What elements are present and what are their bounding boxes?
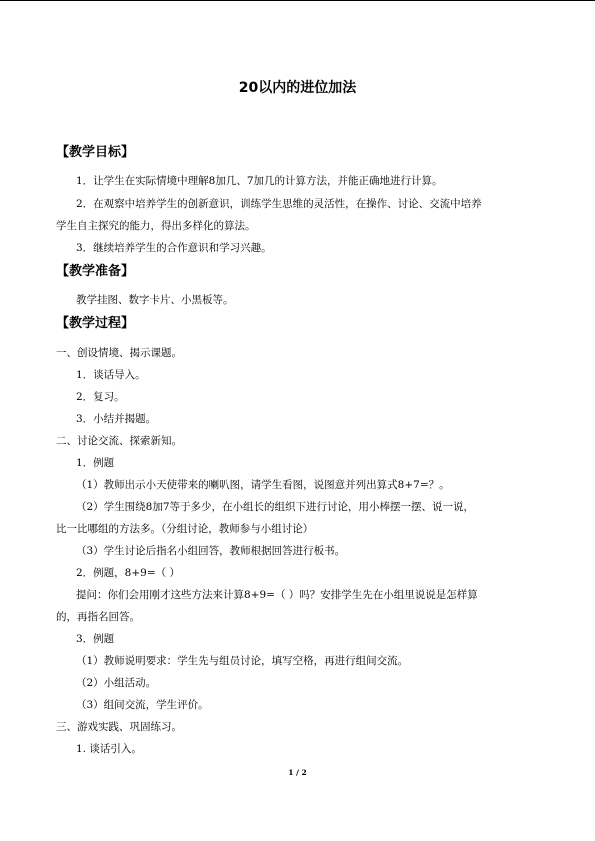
process-line: 3．例题 bbox=[76, 633, 115, 645]
process-line: 二、讨论交流、探索新知。 bbox=[56, 435, 182, 447]
process-line: 1．例题 bbox=[76, 457, 115, 469]
goal-line-3: 3．继续培养学生的合作意识和学习兴趣。 bbox=[76, 242, 272, 254]
process-line: （3）学生讨论后指名小组回答，教师根据回答进行板书。 bbox=[76, 545, 346, 557]
process-line: 的，再指名回答。 bbox=[56, 611, 140, 623]
goal-line-2-cont: 学生自主探究的能力，得出多样化的算法。 bbox=[56, 220, 256, 232]
process-line: 提问：你们会用刚才这些方法来计算8+9=（ ）吗？安排学生先在小组里说说是怎样算 bbox=[76, 589, 478, 601]
section-heading-goals: 【教学目标】 bbox=[56, 145, 135, 160]
process-line: 3．小结并揭题。 bbox=[76, 413, 157, 425]
process-line: （2）小组活动。 bbox=[76, 677, 157, 689]
process-line: 三、游戏实践、巩固练习。 bbox=[56, 721, 182, 733]
process-line: （3）组间交流，学生评价。 bbox=[76, 699, 209, 711]
process-line: 1．谈话导入。 bbox=[76, 369, 146, 381]
page-number: 1 / 2 bbox=[288, 768, 307, 777]
process-line: 1. 谈话引入。 bbox=[76, 743, 142, 755]
process-line: 2．例题，8+9=（ ） bbox=[76, 567, 180, 579]
goal-line-2: 2．在观察中培养学生的创新意识，训练学生思维的灵活性，在操作、讨论、交流中培养 bbox=[76, 198, 482, 210]
goal-line-1: 1．让学生在实际情境中理解8加几、7加几的计算方法，并能正确地进行计算。 bbox=[76, 175, 443, 187]
process-line: 2．复习。 bbox=[76, 391, 125, 403]
section-heading-process: 【教学过程】 bbox=[56, 316, 135, 331]
process-line: 一、创设情境、揭示课题。 bbox=[56, 347, 182, 359]
process-line: （1）教师说明要求：学生先与组员讨论，填写空格，再进行组间交流。 bbox=[76, 655, 409, 667]
process-line: （2）学生围绕8加7等于多少，在小组长的组织下进行讨论，用小棒摆一摆、说一说， bbox=[76, 501, 475, 513]
process-line: （1）教师出示小天使带来的喇叭图，请学生看图，说图意并列出算式8+7=？。 bbox=[76, 479, 450, 491]
process-line: 比一比哪组的方法多。（分组讨论，教师参与小组讨论） bbox=[56, 523, 314, 535]
prep-line-1: 教学挂图、数字卡片、小黑板等。 bbox=[76, 294, 234, 306]
top-rule bbox=[0, 0, 595, 1]
section-heading-prep: 【教学准备】 bbox=[56, 264, 135, 279]
page-title: 20以内的进位加法 bbox=[238, 80, 357, 96]
